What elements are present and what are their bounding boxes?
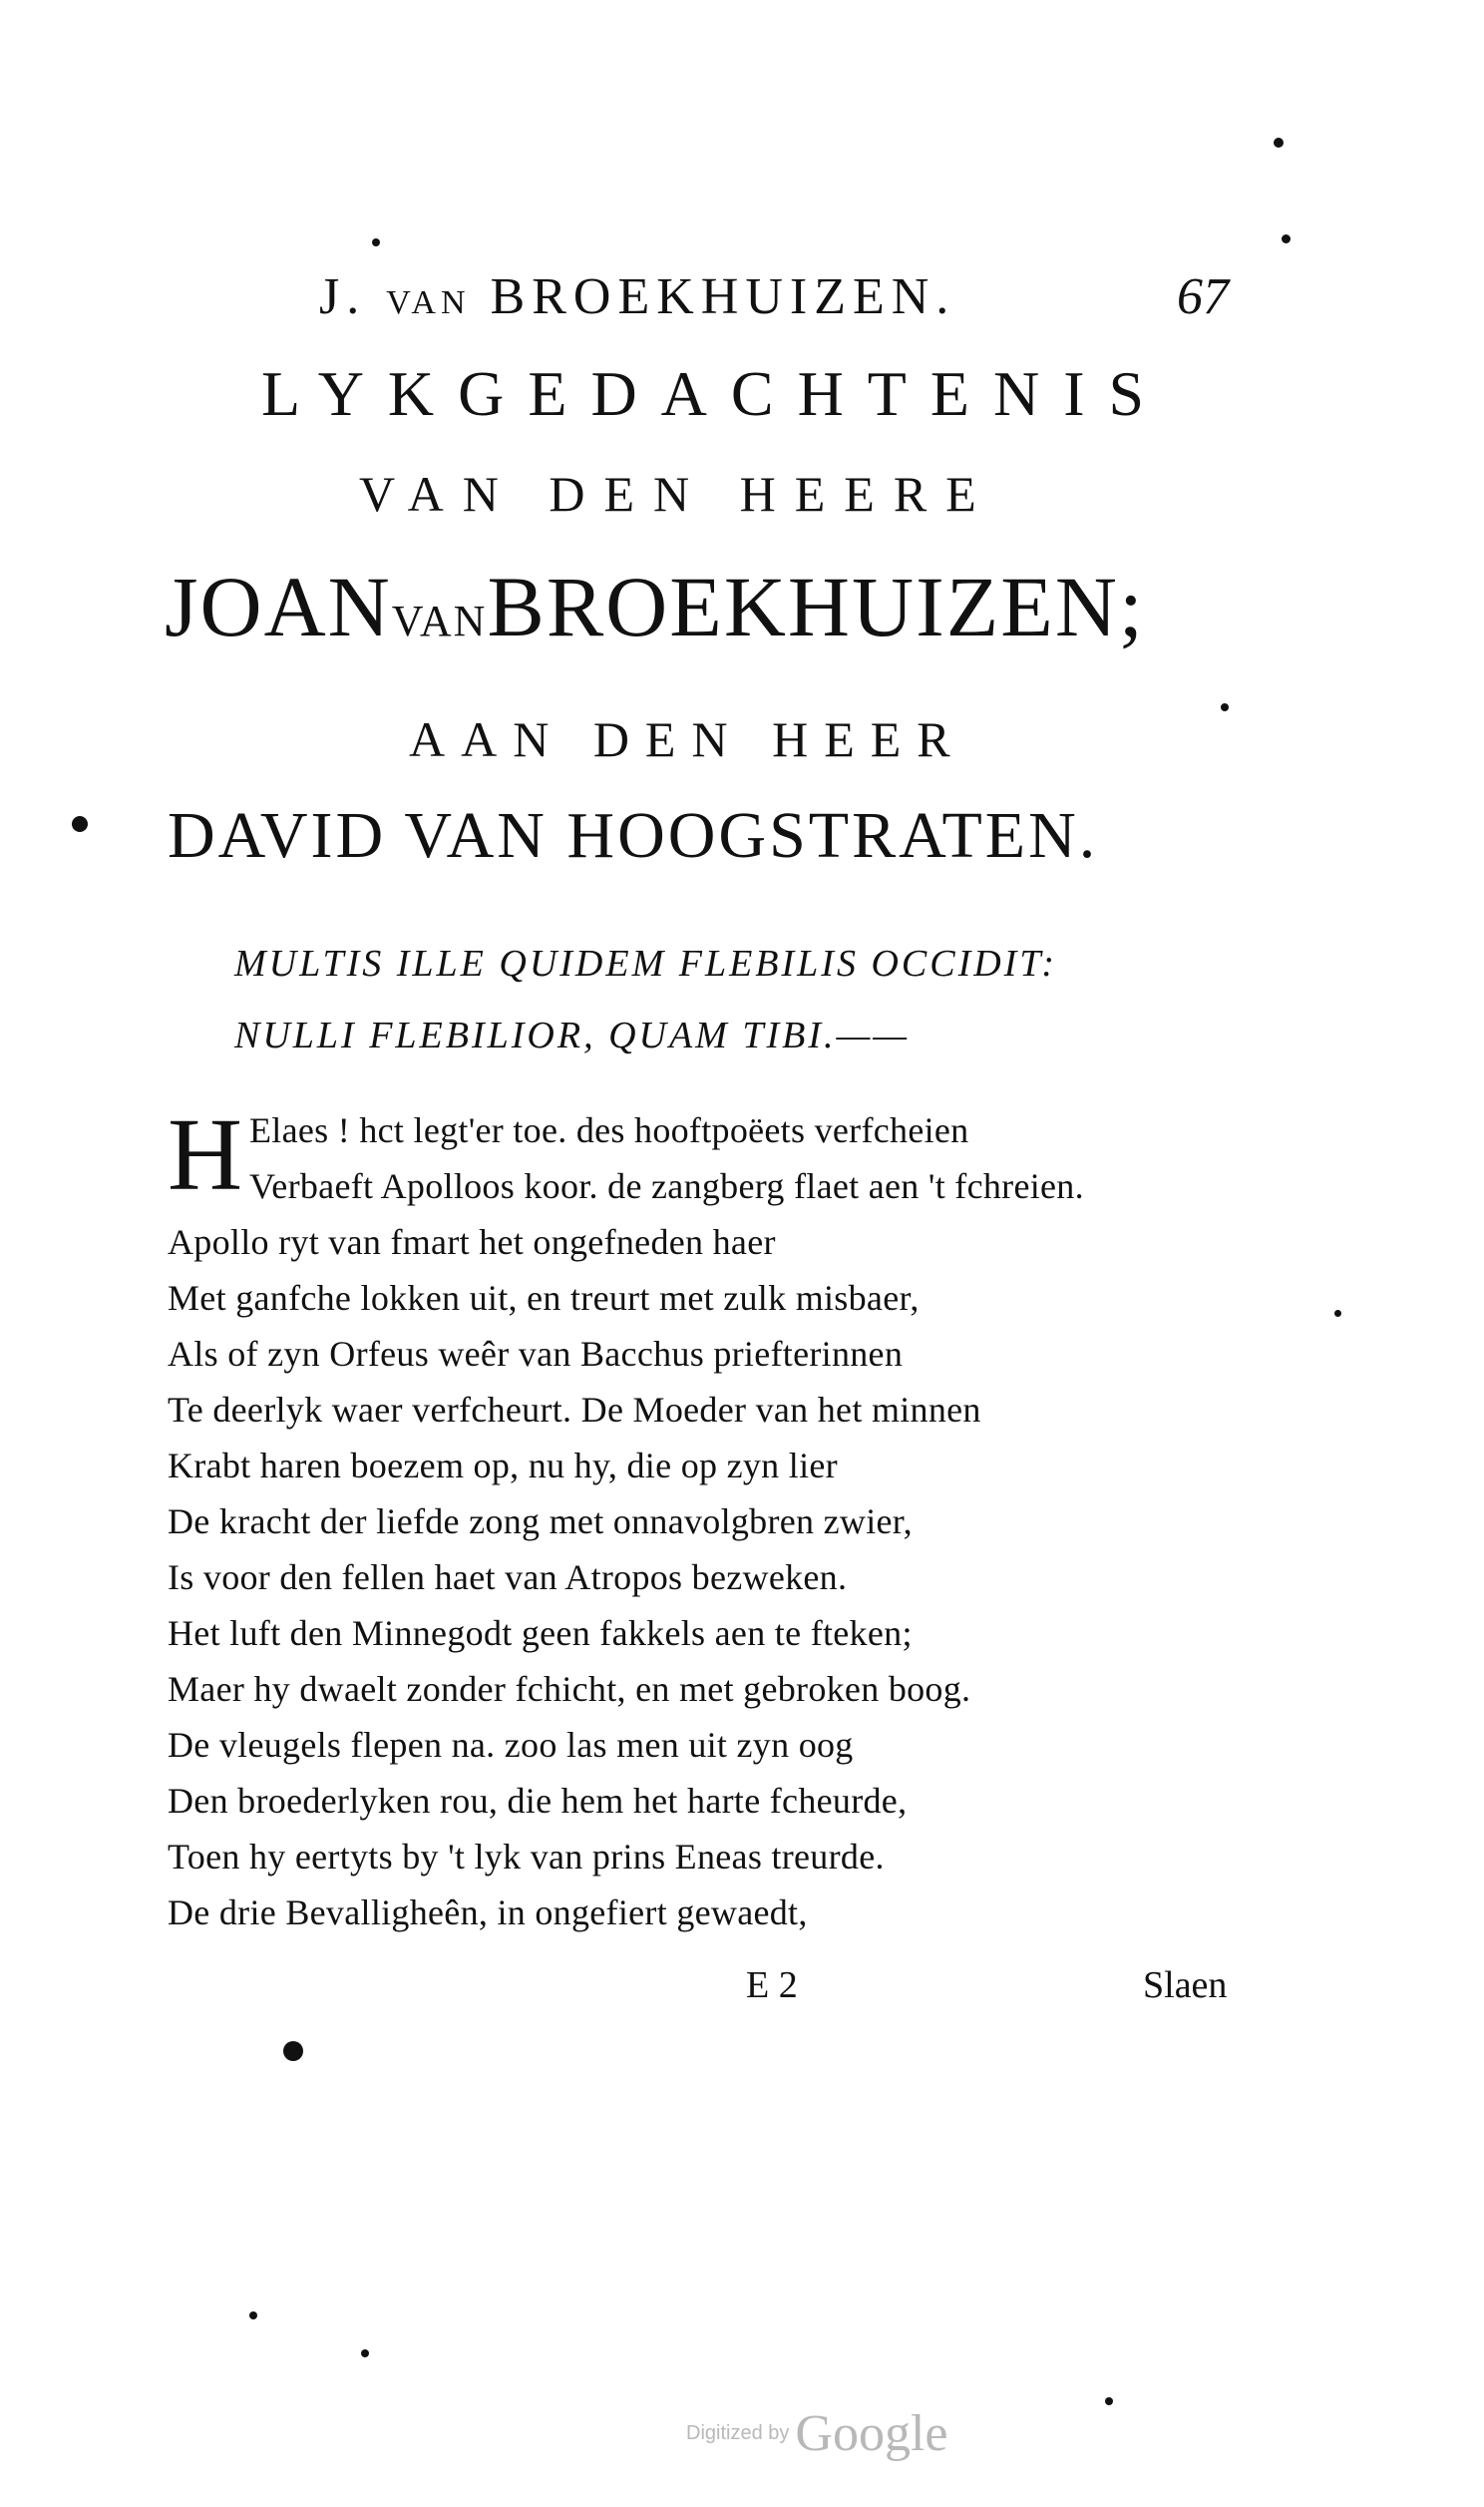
verse-line: Apollo ryt van fmart het ongefneden haer	[168, 1222, 776, 1262]
title-broekhuizen: BROEKHUIZEN;	[487, 559, 1145, 654]
running-head	[319, 267, 955, 326]
verse-line: De drie Bevalligheên, in ongefiert gewaedt,	[168, 1892, 808, 1932]
verse-line: De kracht der liefde zong met onnavolgbren zwier,	[168, 1501, 913, 1541]
verse-line: Toen hy eertyts by 't lyk van prins Eneas treurde.	[168, 1837, 885, 1877]
ink-speck	[283, 2041, 303, 2061]
title-line-5: DAVID VAN HOOGSTRATEN.	[168, 799, 1099, 872]
title-line-1: LYKGEDACHTENIS	[261, 358, 1169, 429]
ink-speck	[372, 238, 380, 246]
verse-line: Met ganfche lokken uit, en treurt met zulk misbaer,	[168, 1278, 920, 1318]
drop-cap: H	[168, 1097, 243, 1212]
verse-line: Den broederlyken rou, die hem het harte fcheurde,	[168, 1781, 908, 1821]
ink-speck	[249, 2311, 257, 2319]
catchword: Slaen	[1143, 1964, 1228, 2006]
title-line-4: AAN DEN HEER	[409, 711, 966, 767]
title-line-2: VAN DEN HEERE	[359, 466, 995, 522]
ink-speck	[361, 2349, 369, 2357]
verse-line: Maer hy dwaelt zonder fchicht, en met gebroken boog.	[168, 1669, 971, 1709]
epigraph-line-1: MULTIS ILLE QUIDEM FLEBILIS OCCIDIT:	[234, 943, 1058, 985]
running-head-van: VAN	[386, 284, 471, 321]
verse-line: Te deerlyk waer verfcheurt. De Moeder van het minnen	[168, 1390, 981, 1430]
title-line-3	[165, 557, 1145, 656]
ink-speck	[1274, 138, 1284, 148]
running-head-initial: J.	[319, 268, 367, 325]
verse-line: De vleugels flepen na. zoo las men uit zyn oog	[168, 1725, 854, 1765]
ink-speck	[1221, 703, 1229, 711]
title-joan: JOAN	[165, 559, 392, 654]
verse-line: Verbaeft Apolloos koor. de zangberg flaet aen 't fchreien.	[249, 1166, 1084, 1206]
ink-speck	[1282, 234, 1291, 243]
ink-speck	[72, 816, 88, 832]
digitized-watermark	[686, 2404, 947, 2463]
verse-line: Is voor den fellen haet van Atropos bezweken.	[168, 1557, 848, 1597]
epigraph-line-2: NULLI FLEBILIOR, QUAM TIBI.——	[234, 1015, 911, 1056]
verse-line: Als of zyn Orfeus weêr van Bacchus priefterinnen	[168, 1334, 904, 1374]
title-van: VAN	[391, 597, 488, 645]
running-head-name: BROEKHUIZEN.	[490, 268, 956, 325]
digitized-by-text: Digitized by	[686, 2422, 790, 2444]
signature-mark: E 2	[746, 1964, 798, 2006]
page-number: 67	[1177, 268, 1229, 325]
google-logo: Google	[795, 2405, 948, 2462]
verse-line: Krabt haren boezem op, nu hy, die op zyn lier	[168, 1446, 838, 1485]
ink-speck	[1105, 2397, 1113, 2405]
ink-speck	[1334, 1310, 1341, 1317]
verse-line: Het luft den Minnegodt geen fakkels aen te fteken;	[168, 1613, 913, 1653]
verse-line: Elaes ! hct legt'er toe. des hooftpoëets verfcheien	[249, 1110, 969, 1150]
